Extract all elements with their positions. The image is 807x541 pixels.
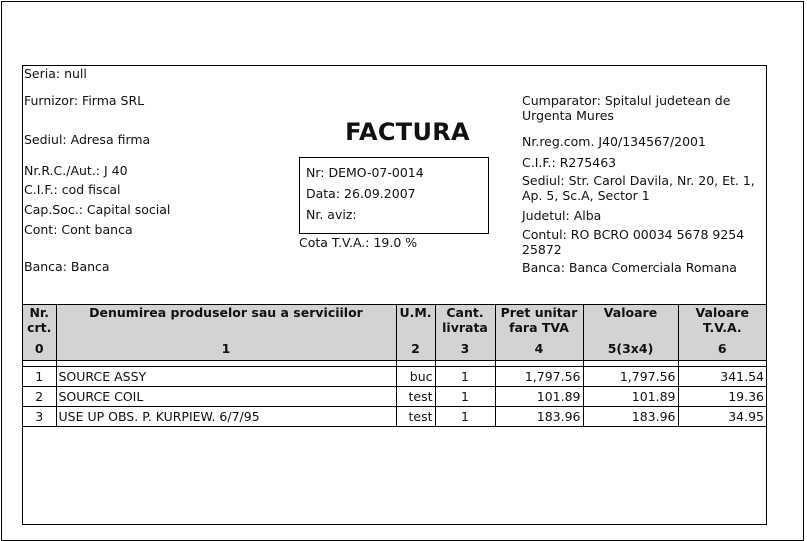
header-product-name — [56, 305, 396, 361]
table-header-row — [23, 305, 766, 361]
table-row — [23, 387, 766, 407]
seller-fiscal-code: C.I.F.: cod fiscal — [24, 182, 121, 197]
cell-quantity: 1 — [435, 367, 495, 387]
cell-unit: test — [396, 407, 435, 427]
seller-bank: Banca: Banca — [24, 259, 110, 274]
header-column-number: 6 — [717, 341, 727, 356]
cell-product-name: SOURCE COIL — [56, 387, 396, 407]
header-label: Cant. livrata — [442, 305, 488, 335]
cell-value: 1,797.56 — [583, 367, 678, 387]
seller-account: Cont: Cont banca — [24, 222, 133, 237]
header-column-number: 3 — [460, 341, 470, 356]
invoice-number: Nr: DEMO-07-0014 — [306, 165, 424, 180]
header-label: Valoare T.V.A. — [695, 305, 749, 335]
invoice-date: Data: 26.09.2007 — [306, 186, 416, 201]
cell-unit-price: 1,797.56 — [495, 367, 583, 387]
cell-value: 183.96 — [583, 407, 678, 427]
cell-unit-price: 101.89 — [495, 387, 583, 407]
cell-nr: 1 — [23, 367, 56, 387]
header-nr-crt — [23, 305, 56, 361]
header-label: Valoare — [603, 305, 658, 320]
header-label: Nr. crt. — [27, 305, 52, 335]
buyer-fiscal-code: C.I.F.: R275463 — [522, 155, 617, 170]
header-column-number: 0 — [34, 341, 44, 356]
buyer-account: Contul: RO BCRO 00034 5678 9254 25872 — [522, 227, 745, 257]
invoice-title: FACTURA — [345, 118, 470, 146]
header-label: Pret unitar fara TVA — [500, 305, 578, 335]
items-table — [23, 304, 766, 427]
cell-product-name: SOURCE ASSY — [56, 367, 396, 387]
header-label: U.M. — [399, 305, 432, 320]
buyer-name: Cumparator: Spitalul judetean de Urgenta Mures — [522, 93, 731, 123]
cell-unit: buc — [396, 367, 435, 387]
seria-text: Seria: null — [24, 66, 87, 81]
table-row — [23, 367, 766, 387]
furnizor-text: Furnizor: Firma SRL — [24, 93, 145, 108]
buyer-address: Sediul: Str. Carol Davila, Nr. 20, Et. 1, Ap. 5, Sc.A, Sector 1 — [522, 173, 755, 203]
header-column-number: 1 — [221, 341, 231, 356]
table-row — [23, 407, 766, 427]
cell-unit: test — [396, 387, 435, 407]
header-column-number: 4 — [534, 341, 544, 356]
header-quantity — [435, 305, 495, 361]
invoice-aviz: Nr. aviz: — [306, 207, 357, 222]
vat-rate: Cota T.V.A.: 19.0 % — [299, 235, 418, 250]
cell-value: 101.89 — [583, 387, 678, 407]
cell-quantity: 1 — [435, 407, 495, 427]
cell-nr: 2 — [23, 387, 56, 407]
cell-nr: 3 — [23, 407, 56, 427]
header-column-number: 2 — [411, 341, 420, 356]
header-label: Denumirea produselor sau a serviciilor — [89, 305, 363, 320]
header-unit — [396, 305, 435, 361]
header-unit-price — [495, 305, 583, 361]
header-value — [583, 305, 678, 361]
cell-unit-price: 183.96 — [495, 407, 583, 427]
seller-address: Sediul: Adresa firma — [24, 132, 151, 147]
cell-vat: 341.54 — [678, 367, 766, 387]
header-vat-value — [678, 305, 766, 361]
buyer-reg-number: Nr.reg.com. J40/134567/2001 — [522, 134, 706, 149]
cell-vat: 34.95 — [678, 407, 766, 427]
cell-quantity: 1 — [435, 387, 495, 407]
seller-capital: Cap.Soc.: Capital social — [24, 202, 171, 217]
header-column-number: 5(3x4) — [607, 341, 654, 356]
buyer-bank: Banca: Banca Comerciala Romana — [522, 260, 737, 275]
cell-product-name: USE UP OBS. P. KURPIEW. 6/7/95 — [56, 407, 396, 427]
buyer-county: Judetul: Alba — [522, 208, 602, 223]
cell-vat: 19.36 — [678, 387, 766, 407]
seller-reg-number: Nr.R.C./Aut.: J 40 — [24, 163, 128, 178]
